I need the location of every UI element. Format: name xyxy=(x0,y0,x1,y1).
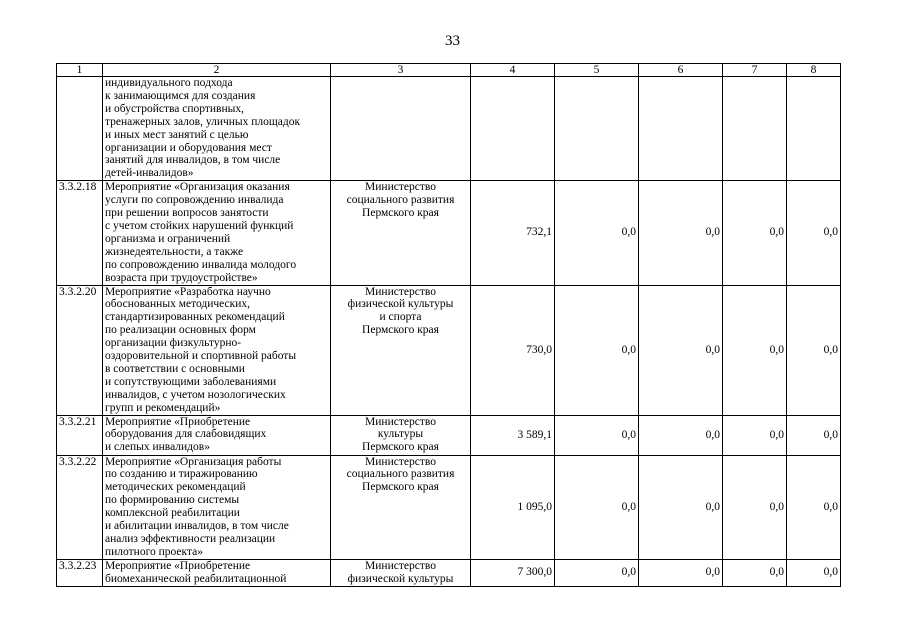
row-activity-name: Мероприятие «Приобретение оборудования для слабовидящих и слепых инвалидов» xyxy=(103,415,331,455)
page-number: 33 xyxy=(445,33,460,49)
row-executor: Министерство социального развития Пермского края xyxy=(331,181,471,285)
column-header: 6 xyxy=(639,64,723,77)
table-row xyxy=(57,77,841,181)
row-value-4: 3 589,1 xyxy=(471,415,555,455)
row-value-8: 0,0 xyxy=(787,285,841,415)
row-value-5: 0,0 xyxy=(555,455,639,559)
table-row xyxy=(57,181,841,285)
row-activity-name: Мероприятие «Разработка научно обоснованных методических, стандартизированных рекомендаций по реализации основных форм организации физкультурно- оздоровительной и спортивной работы в соответствии с основными и сопутствующими заболеваниями инвалидов, с учетом нозологических групп и рекомендаций» xyxy=(103,285,331,415)
row-value-6: 0,0 xyxy=(639,285,723,415)
row-activity-name: индивидуального подхода к занимающимся для создания и обустройства спортивных, тренажерных залов, уличных площадок и иных мест занятий с целью организации и оборудования мест занятий для инвалидов, в том числе детей-инвалидов» xyxy=(103,77,331,181)
row-executor: Министерство физической культуры и спорта Пермского края xyxy=(331,285,471,415)
program-activities-table xyxy=(56,63,841,587)
row-executor: Министерство физической культуры xyxy=(331,559,471,586)
column-header: 2 xyxy=(103,64,331,77)
table-row xyxy=(57,285,841,415)
row-value-4: 730,0 xyxy=(471,285,555,415)
column-header: 8 xyxy=(787,64,841,77)
row-value-8 xyxy=(787,77,841,181)
row-value-5 xyxy=(555,77,639,181)
table-row xyxy=(57,415,841,455)
row-activity-name: Мероприятие «Организация оказания услуги по сопровождению инвалида при решении вопросов занятости с учетом стойких нарушений функций организма и ограничений жизнедеятельности, а также по сопровождению инвалида молодого возраста при трудоустройстве» xyxy=(103,181,331,285)
row-value-4: 1 095,0 xyxy=(471,455,555,559)
column-header: 3 xyxy=(331,64,471,77)
row-executor xyxy=(331,77,471,181)
row-value-8: 0,0 xyxy=(787,455,841,559)
row-value-8: 0,0 xyxy=(787,415,841,455)
row-value-8: 0,0 xyxy=(787,181,841,285)
row-value-4 xyxy=(471,77,555,181)
column-number-row xyxy=(57,64,841,77)
row-value-6: 0,0 xyxy=(639,455,723,559)
row-value-5: 0,0 xyxy=(555,415,639,455)
row-activity-name: Мероприятие «Приобретение биомеханической реабилитационной xyxy=(103,559,331,586)
row-code: 3.3.2.23 xyxy=(57,559,103,586)
row-value-7: 0,0 xyxy=(723,285,787,415)
row-code xyxy=(57,77,103,181)
row-value-6: 0,0 xyxy=(639,559,723,586)
row-value-6: 0,0 xyxy=(639,181,723,285)
row-value-6: 0,0 xyxy=(639,415,723,455)
row-value-7: 0,0 xyxy=(723,181,787,285)
row-value-8: 0,0 xyxy=(787,559,841,586)
row-value-7: 0,0 xyxy=(723,559,787,586)
table-row xyxy=(57,455,841,559)
table-row xyxy=(57,559,841,586)
row-value-4: 732,1 xyxy=(471,181,555,285)
row-code: 3.3.2.18 xyxy=(57,181,103,285)
row-value-7: 0,0 xyxy=(723,455,787,559)
row-code: 3.3.2.22 xyxy=(57,455,103,559)
row-value-7 xyxy=(723,77,787,181)
row-activity-name: Мероприятие «Организация работы по созданию и тиражированию методических рекомендаций по формированию системы комплексной реабилитации и абилитации инвалидов, в том числе анализ эффективности реализации пилотного проекта» xyxy=(103,455,331,559)
column-header: 1 xyxy=(57,64,103,77)
row-code: 3.3.2.20 xyxy=(57,285,103,415)
row-value-4: 7 300,0 xyxy=(471,559,555,586)
row-value-5: 0,0 xyxy=(555,285,639,415)
row-value-7: 0,0 xyxy=(723,415,787,455)
row-code: 3.3.2.21 xyxy=(57,415,103,455)
column-header: 7 xyxy=(723,64,787,77)
column-header: 4 xyxy=(471,64,555,77)
row-executor: Министерство культуры Пермского края xyxy=(331,415,471,455)
row-value-5: 0,0 xyxy=(555,181,639,285)
column-header: 5 xyxy=(555,64,639,77)
row-executor: Министерство социального развития Пермского края xyxy=(331,455,471,559)
row-value-5: 0,0 xyxy=(555,559,639,586)
row-value-6 xyxy=(639,77,723,181)
